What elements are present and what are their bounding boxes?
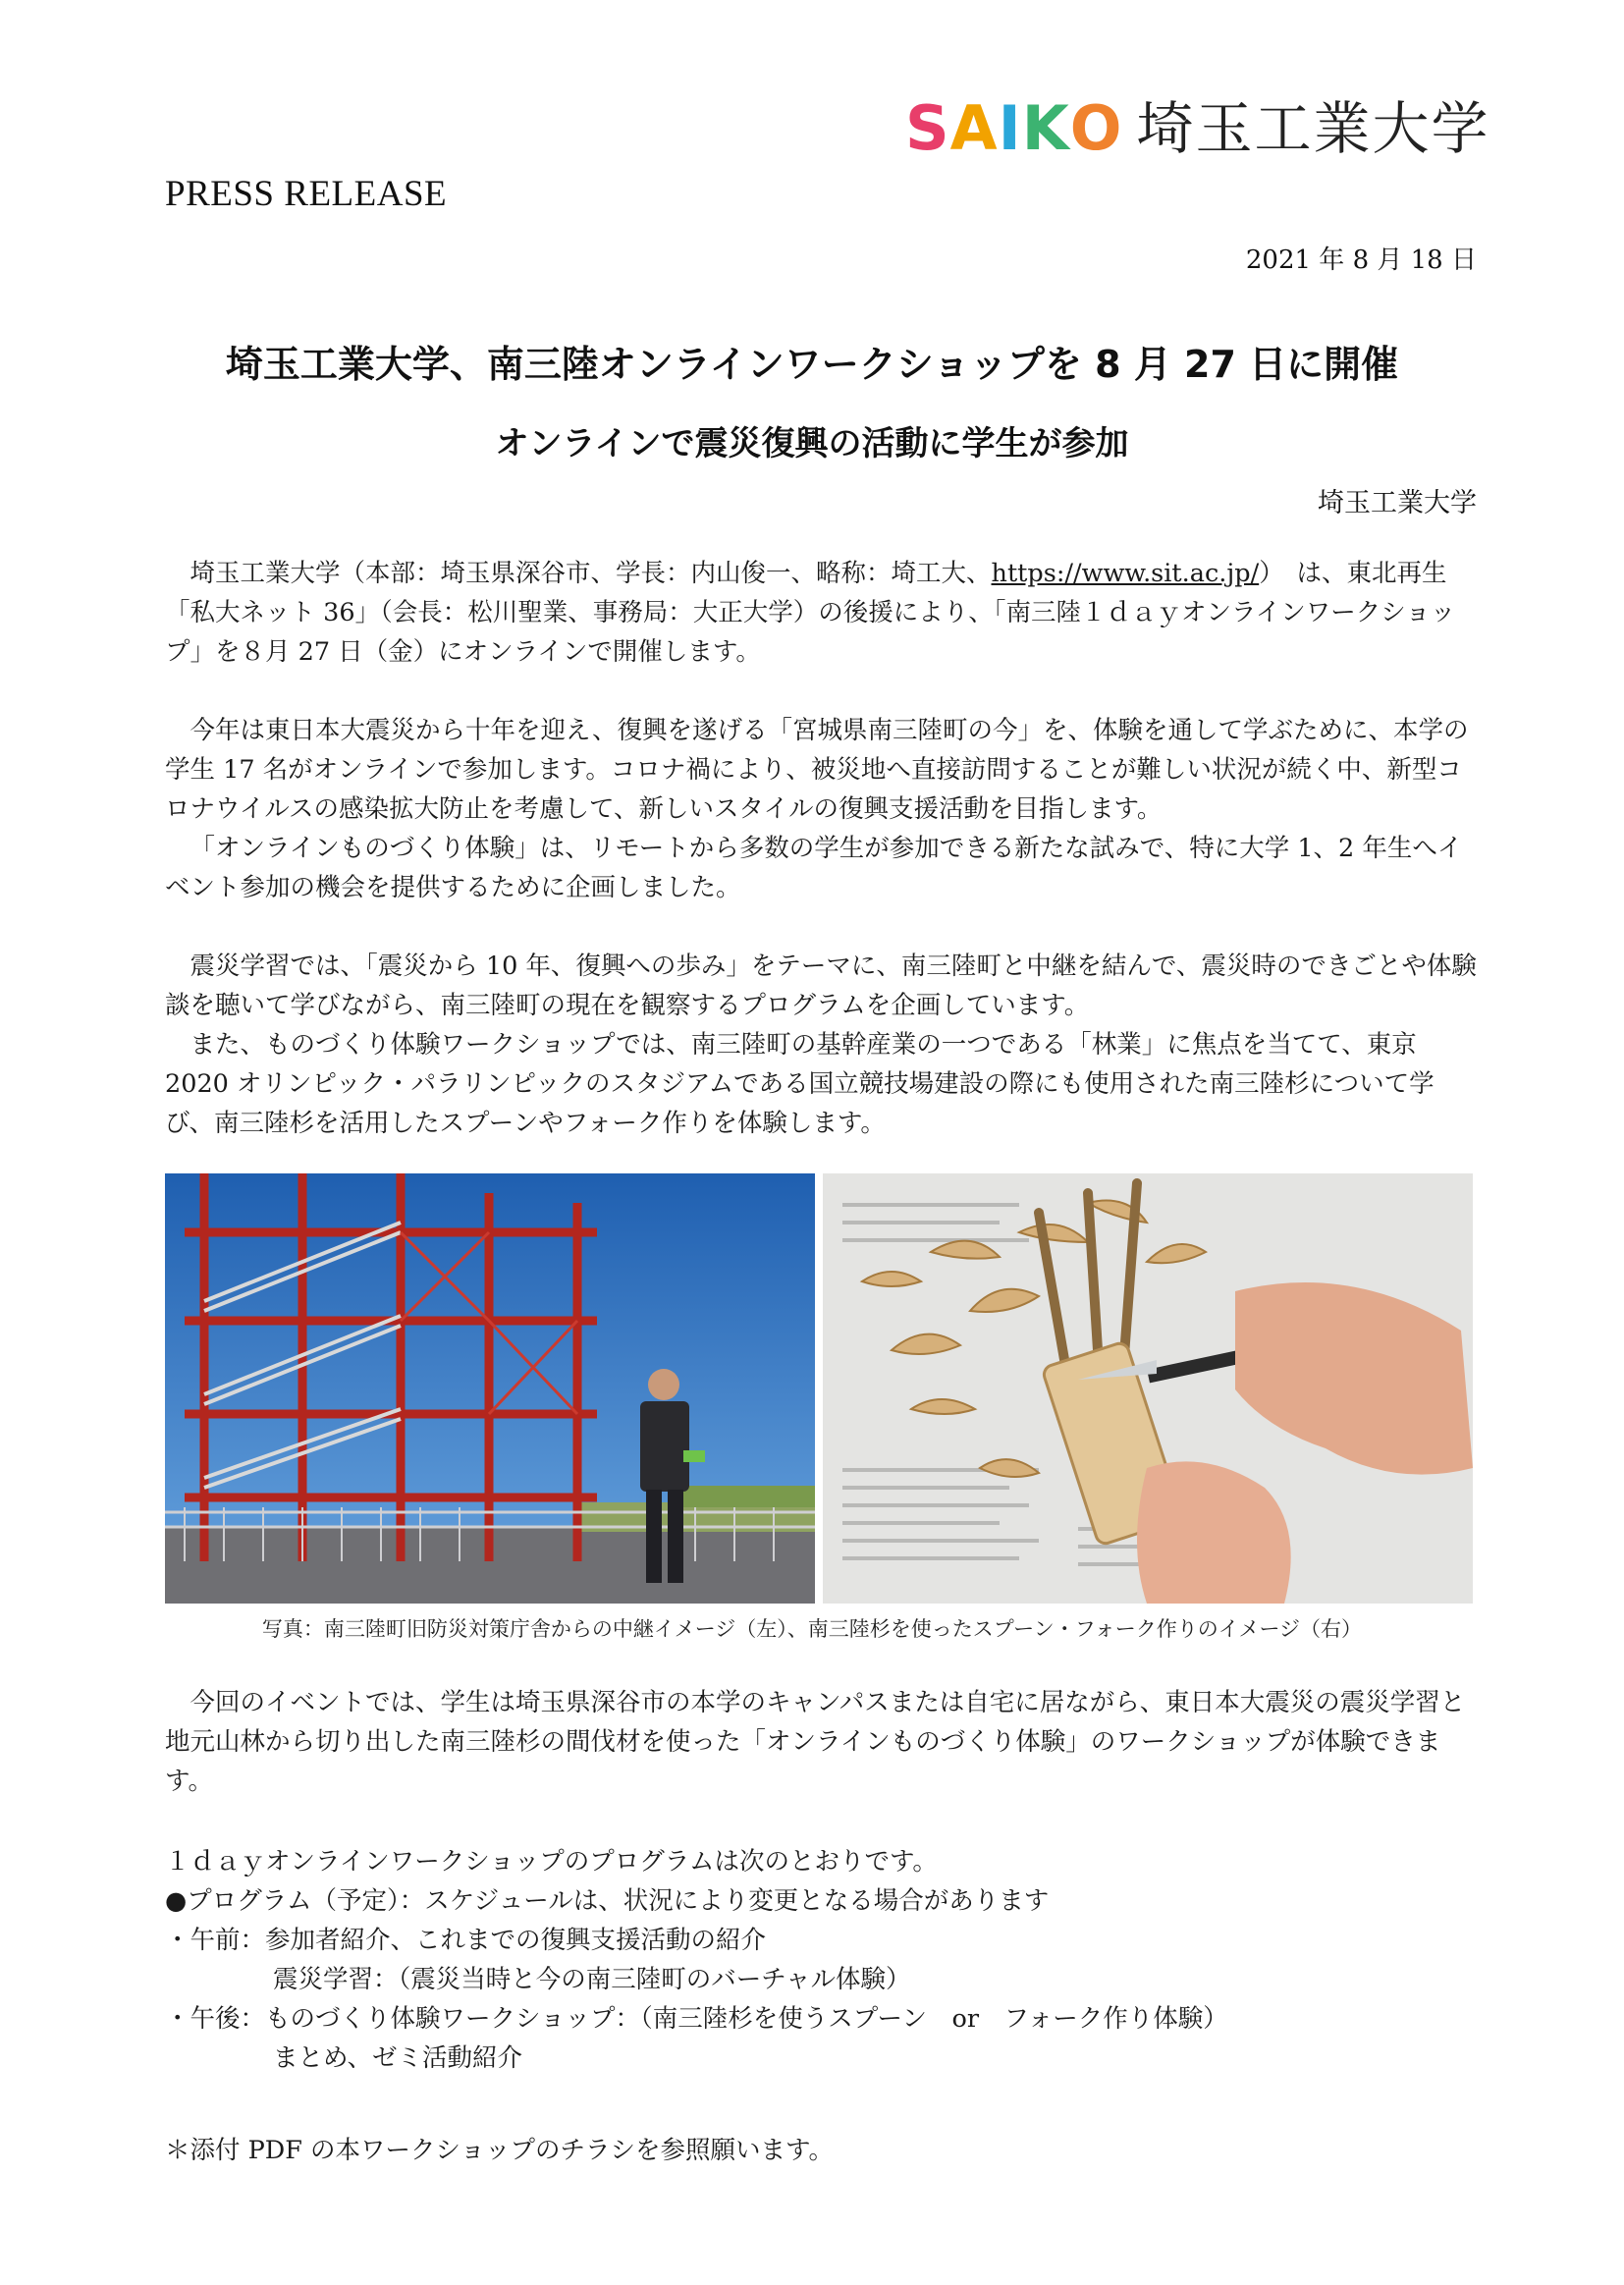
logo-letter-i: I	[998, 92, 1022, 164]
photo-wood-carving	[823, 1173, 1473, 1604]
university-url-link[interactable]: https://www.sit.ac.jp/	[991, 559, 1260, 588]
logo-letter-s: S	[905, 92, 950, 164]
photo-caption: 写真：南三陸町旧防災対策庁舎からの中継イメージ（左）、南三陸杉を使ったスプーン・フォーク作りのイメージ（右）	[261, 1617, 1363, 1641]
program-afternoon: ・午後：ものづくり体験ワークショップ：（南三陸杉を使うスプーン or フォーク作り体験）	[165, 2004, 1228, 2034]
program-section	[165, 1842, 1479, 2078]
release-date: 2021 年 8 月 18 日	[1245, 245, 1477, 275]
body-text-lower	[165, 1683, 1479, 1801]
paragraph-4: 震災学習では、「震災から 10 年、復興への歩み」をテーマに、南三陸町と中継を結んで、震災時のできごとや体験談を聴いて学びながら、南三陸町の現在を観察するプログラムを企画しています。	[165, 952, 1477, 1020]
attachment-note: ＊添付 PDF の本ワークショップのチラシを参照願います。	[165, 2136, 834, 2165]
program-heading: ●プログラム（予定）：スケジュールは、状況により変更となる場合があります	[165, 1886, 1050, 1916]
body-text-upper	[165, 554, 1479, 1143]
issuing-organization: 埼玉工業大学	[1318, 488, 1477, 518]
paragraph-1: 埼玉工業大学（本部：埼玉県深谷市、学長：内山俊一、略称：埼工大、https://www.sit.ac.jp/） は、東北再生「私大ネット 36」（会長：松川聖業、事務局：大正大学）の後援により、「南三陸１ｄａｙオンラインワークショップ」を８月 27 日（金）にオンラインで開催します。	[165, 559, 1456, 667]
press-release-label: PRESS RELEASE	[165, 174, 448, 214]
saiko-logo	[905, 90, 1490, 167]
paragraph-5: また、ものづくり体験ワークショップでは、南三陸町の基幹産業の一つである「林業」に焦点を当てて、東京 2020 オリンピック・パラリンピックのスタジアムである国立競技場建設の際にも使用された南三陸杉について学び、南三陸杉を活用したスプーンやフォーク作りを体験します。	[165, 1030, 1435, 1138]
paragraph-3: 「オンラインものづくり体験」は、リモートから多数の学生が参加できる新たな試みで、特に大学 1、2 年生へイベント参加の機会を提供するために企画しました。	[165, 834, 1463, 902]
program-afternoon-sub: まとめ、ゼミ活動紹介	[273, 2043, 522, 2073]
paragraph-6: 今回のイベントでは、学生は埼玉県深谷市の本学のキャンパスまたは自宅に居ながら、東日本大震災の震災学習と地元山林から切り出した南三陸杉の間伐材を使った「オンラインものづくり体験」のワークショップが体験できます。	[165, 1688, 1466, 1796]
program-morning: ・午前：参加者紹介、これまでの復興支援活動の紹介	[165, 1926, 767, 1955]
logo-letter-o: O	[1069, 92, 1123, 164]
logo-mark	[905, 92, 1123, 164]
program-intro: １ｄａｙオンラインワークショップのプログラムは次のとおりです。	[165, 1847, 938, 1877]
headline-title: 埼玉工業大学、南三陸オンラインワークショップを 8 月 27 日に開催	[225, 343, 1399, 386]
logo-letter-k: K	[1021, 92, 1070, 164]
headline-subtitle: オンラインで震災復興の活動に学生が参加	[495, 424, 1129, 463]
paragraph-2: 今年は東日本大震災から十年を迎え、復興を遂げる「宮城県南三陸町の今」を、体験を通して学ぶために、本学の学生 17 名がオンラインで参加します。コロナ禍により、被災地へ直接訪問することが難しい状況が続く中、新型コロナウイルスの感染拡大防止を考慮して、新しいスタイルの復興支援活動を目指します。	[165, 716, 1469, 824]
logo-university-name: 埼玉工業大学	[1136, 95, 1490, 162]
logo-letter-a: A	[949, 92, 999, 164]
program-morning-sub: 震災学習：（震災当時と今の南三陸町のバーチャル体験）	[273, 1965, 911, 1994]
photo-disaster-building	[165, 1173, 815, 1604]
